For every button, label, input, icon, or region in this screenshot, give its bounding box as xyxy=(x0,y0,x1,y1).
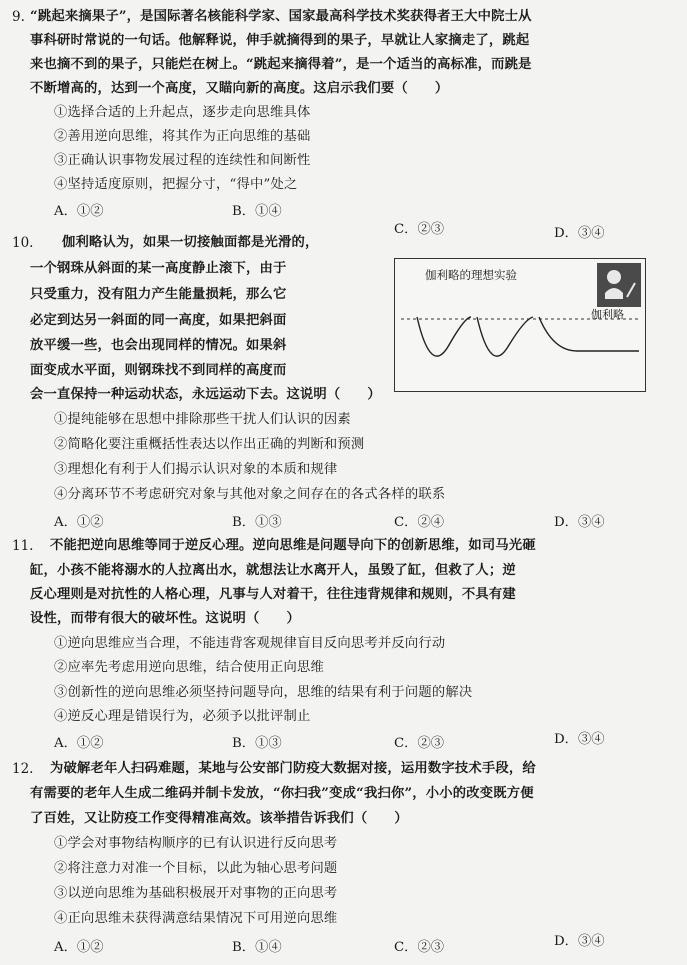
option-d[interactable]: D．③④ xyxy=(554,934,605,949)
question-stem-line: 设性，而带有很大的破坏性。这说明（ ） xyxy=(30,611,300,626)
option-c[interactable]: C．②③ xyxy=(394,736,445,751)
question-number: 12. xyxy=(12,761,34,777)
answer-item: ④逆反心理是错误行为，必须予以批评制止 xyxy=(54,709,311,724)
question-stem-line: 会一直保持一种运动状态，永远运动下去。这说明（ ） xyxy=(30,387,381,402)
answer-item: ④坚持适度原则，把握分寸，“得中”处之 xyxy=(54,177,298,192)
answer-item: ④正向思维未获得满意结果情况下可用逆向思维 xyxy=(54,911,338,926)
option-b[interactable]: B．①③ xyxy=(232,736,282,751)
answer-item: ③创新性的逆向思维必须坚持问题导向，思维的结果有利于问题的解决 xyxy=(54,685,473,700)
question-stem-line: 伽利略认为，如果一切接触面都是光滑的， xyxy=(62,235,319,250)
answer-item: ①学会对事物结构顺序的已有认识进行反向思考 xyxy=(54,836,338,851)
answer-item: ①选择合适的上升起点，逐步走向思维具体 xyxy=(54,105,311,120)
question-stem-line: 一个钢珠从斜面的某一高度静止滚下，由于 xyxy=(30,261,287,276)
galileo-experiment-figure xyxy=(394,258,646,392)
question-stem-line: 不断增高的，达到一个高度，又瞄向新的高度。这启示我们要（ ） xyxy=(30,81,449,96)
option-c[interactable]: C．②④ xyxy=(394,515,445,530)
answer-item: ②善用逆向思维，将其作为正向思维的基础 xyxy=(54,129,311,144)
question-stem-line: 面变成水平面，则钢珠找不到同样的高度而 xyxy=(30,363,287,378)
question-stem-line: 了百姓，又让防疫工作变得精准高效。该举措告诉我们（ ） xyxy=(30,811,408,826)
option-b[interactable]: B．①④ xyxy=(232,204,282,219)
option-d[interactable]: D．③④ xyxy=(554,732,605,747)
question-stem-line: 为破解老年人扫码难题，某地与公安部门防疫大数据对接，运用数字技术手段，给 xyxy=(50,761,536,776)
option-a[interactable]: A．①② xyxy=(54,736,104,751)
question-number: 9. xyxy=(12,9,25,25)
answer-item: ①提纯能够在思想中排除那些干扰人们认识的因素 xyxy=(54,412,351,427)
options-row xyxy=(54,936,664,956)
option-b[interactable]: B．①③ xyxy=(232,515,282,530)
question-stem-line: 来也摘不到的果子，只能烂在树上。“跳起来摘得着”，是一个适当的高标准，而跳是 xyxy=(30,57,532,72)
option-c[interactable]: C．②③ xyxy=(394,940,445,955)
option-a[interactable]: A．①② xyxy=(54,515,104,530)
question-stem-line: 反心理则是对抗性的人格心理，凡事与人对着干，往往违背规律和规则，不具有建 xyxy=(30,587,516,602)
answer-item: ②简略化要注重概括性表达以作出正确的判断和预测 xyxy=(54,437,365,452)
question-stem-line: 事科研时常说的一句话。他解释说，伸手就摘得到的果子，早就让人家摘走了，跳起 xyxy=(30,33,530,48)
option-d[interactable]: D．③④ xyxy=(554,226,605,241)
question-stem-line: 有需要的老年人生成二维码并制卡发放，“你扫我”变成“我扫你”，小小的改变既方便 xyxy=(30,786,534,801)
options-row xyxy=(54,200,664,241)
question-stem-line: 只受重力，没有阻力产生能量损耗，那么它 xyxy=(30,287,287,302)
figure-name-label: 伽利略 xyxy=(591,308,624,321)
option-a[interactable]: A．①② xyxy=(54,940,104,955)
question-stem-line: 必定到达另一斜面的同一高度，如果把斜面 xyxy=(30,313,287,328)
answer-item: ④分离环节不考虑研究对象与其他对象之间存在的各式各样的联系 xyxy=(54,487,446,502)
option-a[interactable]: A．①② xyxy=(54,204,104,219)
question-stem-line: 放平缓一些，也会出现同样的情况。如果斜 xyxy=(30,338,287,353)
answer-item: ③正确认识事物发展过程的连续性和间断性 xyxy=(54,153,311,168)
options-row xyxy=(54,732,664,752)
question-stem-line: “跳起来摘果子”，是国际著名核能科学家、国家最高科学技术奖获得者王大中院士从 xyxy=(30,9,532,24)
option-d[interactable]: D．③④ xyxy=(554,515,605,530)
option-c[interactable]: C．②③ xyxy=(394,222,445,237)
options-row xyxy=(54,511,664,531)
ramp-diagram xyxy=(395,259,645,391)
answer-item: ②将注意力对准一个目标，以此为轴心思考问题 xyxy=(54,861,338,876)
answer-item: ①逆向思维应当合理，不能违背客观规律盲目反向思考并反向行动 xyxy=(54,636,446,651)
answer-item: ③以逆向思维为基础积极展开对事物的正向思考 xyxy=(54,886,338,901)
answer-item: ③理想化有利于人们揭示认识对象的本质和规律 xyxy=(54,462,338,477)
question-stem-line: 不能把逆向思维等同于逆反心理。逆向思维是问题导向下的创新思维，如司马光砸 xyxy=(50,538,536,553)
option-b[interactable]: B．①④ xyxy=(232,940,282,955)
question-number: 11. xyxy=(12,538,34,554)
figure-title: 伽利略的理想实验 xyxy=(425,268,517,282)
answer-item: ②应率先考虑用逆向思维，结合使用正向思维 xyxy=(54,660,324,675)
question-number: 10. xyxy=(12,235,34,251)
question-stem-line: 缸，小孩不能将溺水的人拉离出水，就想法让水离开人，虽毁了缸，但救了人；逆 xyxy=(30,563,516,578)
